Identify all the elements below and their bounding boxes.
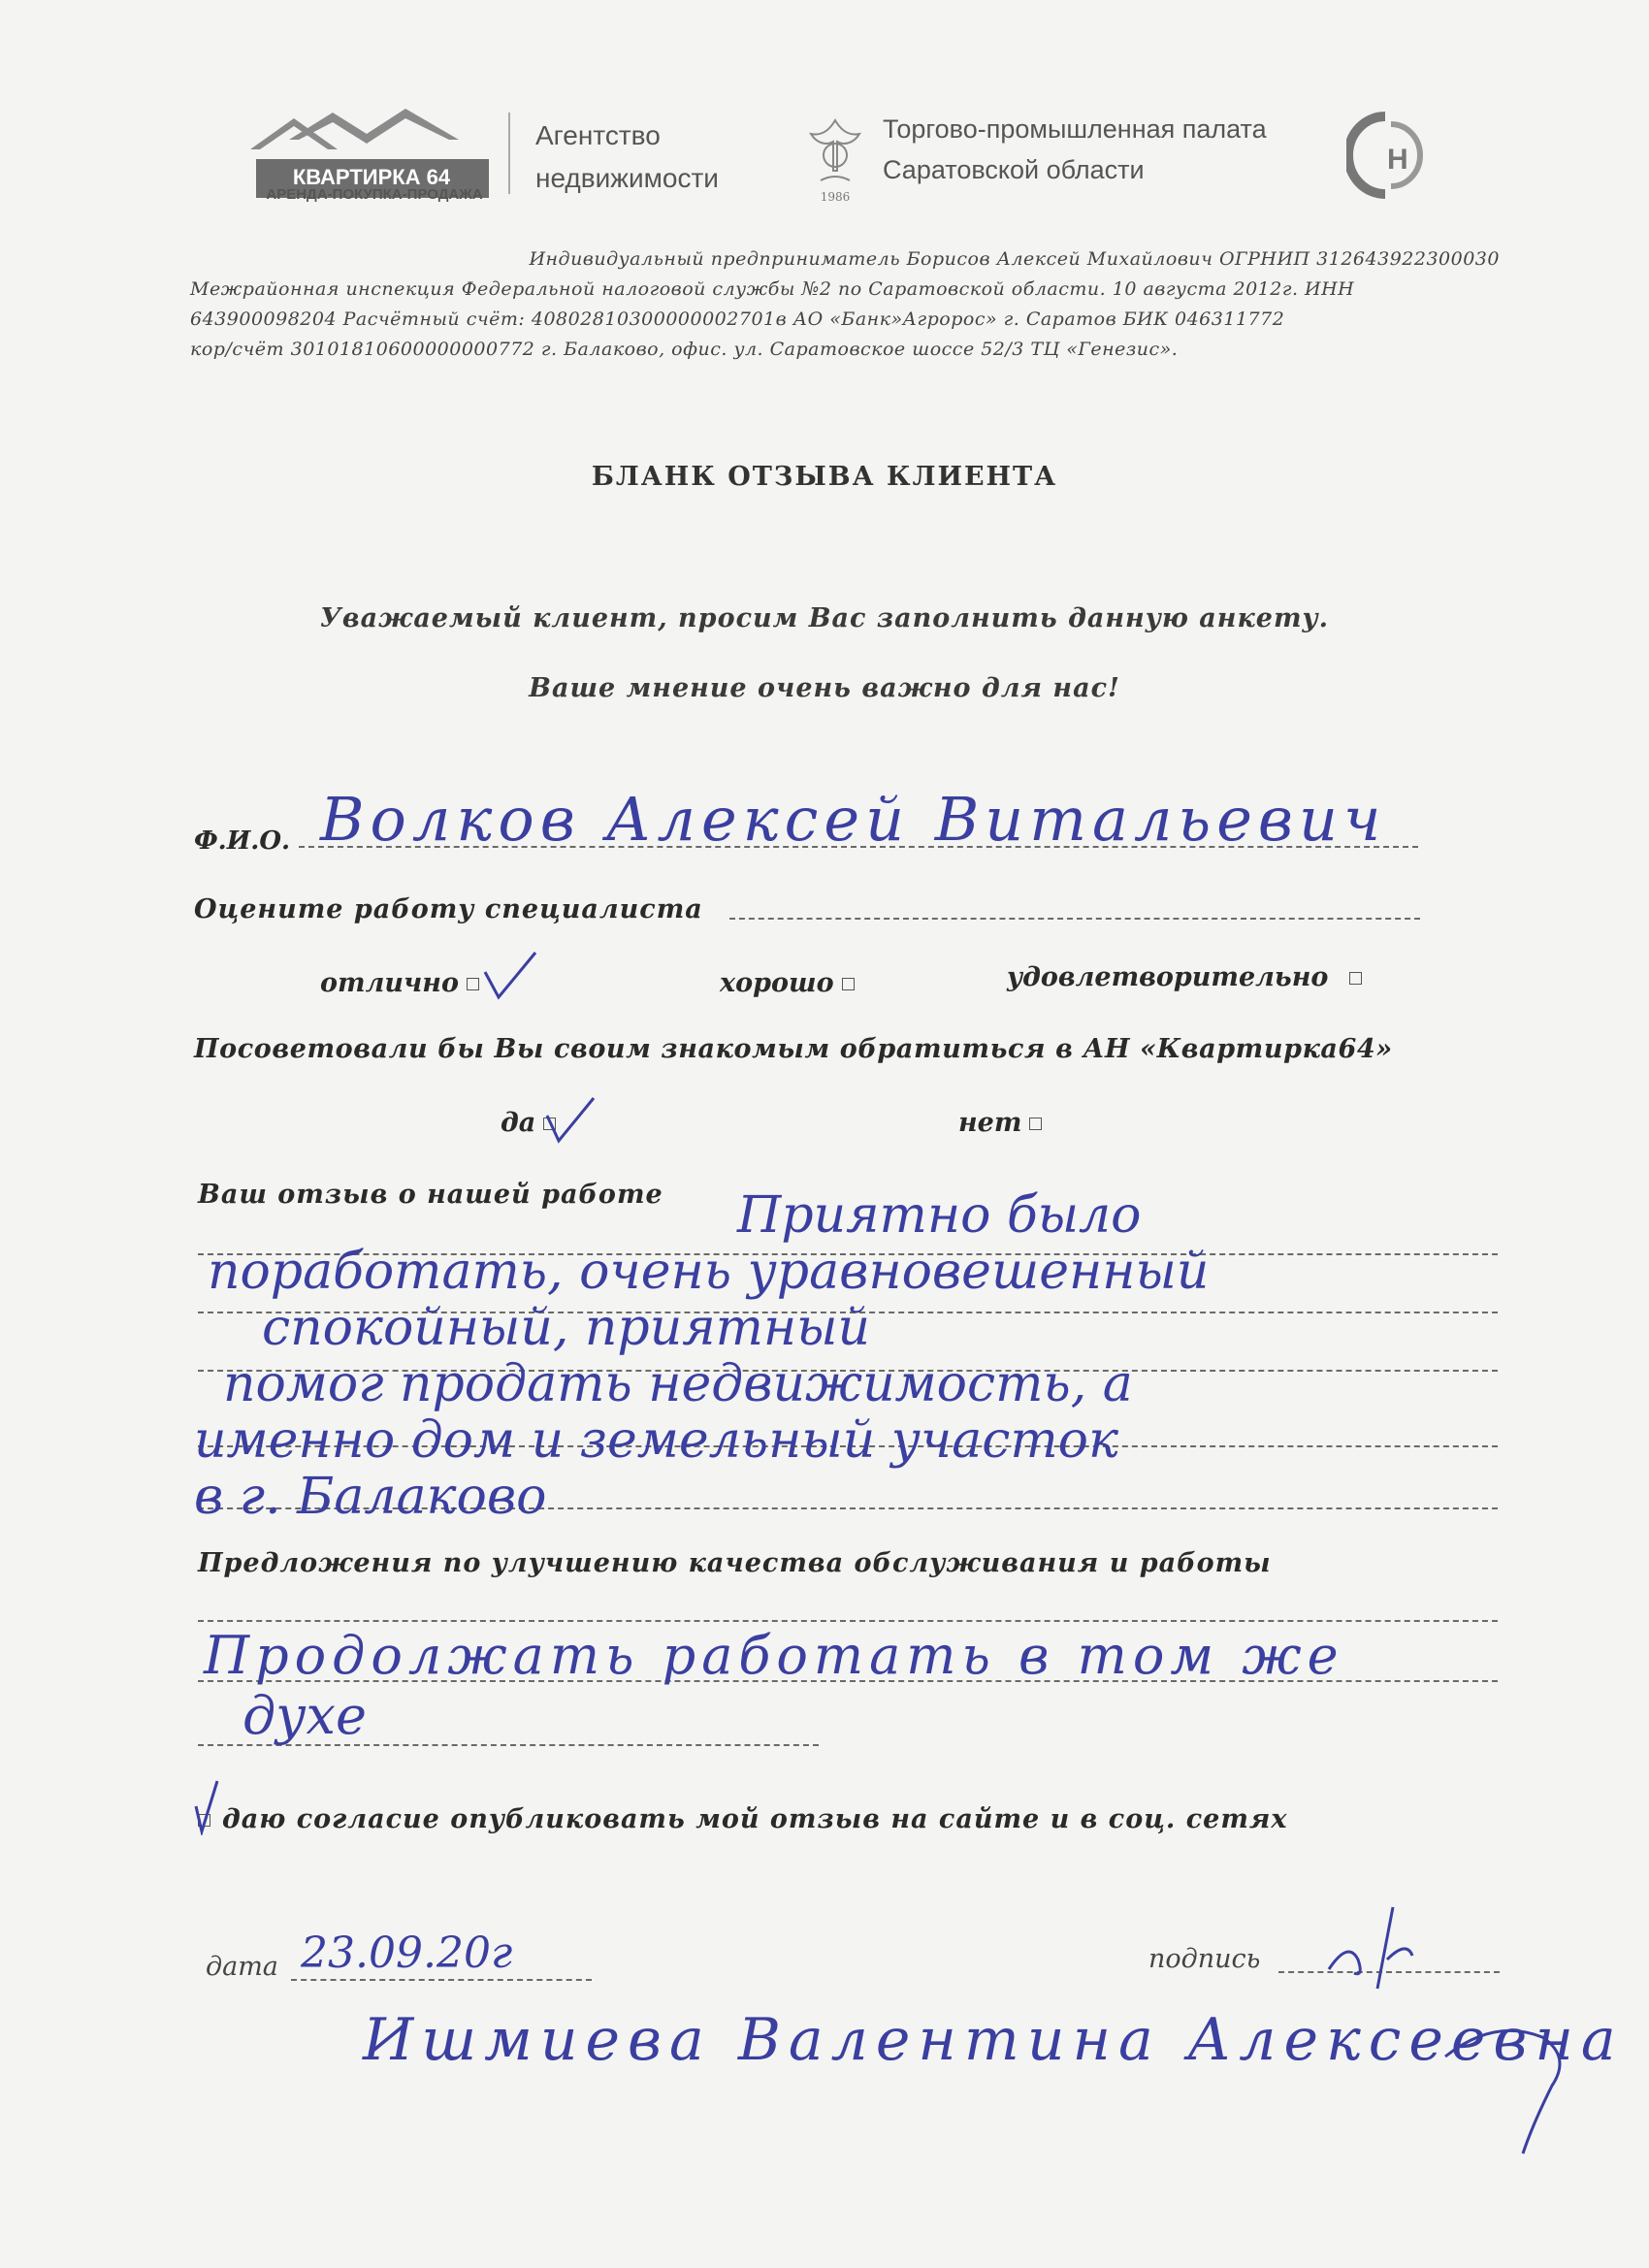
suggest-line-1 (198, 1620, 1498, 1622)
rate-option-good-label: хорошо (720, 968, 834, 998)
agency-name (535, 114, 719, 200)
date-label: дата (206, 1952, 278, 1982)
chamber-year: 1986 (820, 190, 851, 204)
rate-option-excellent-label: отлично (320, 968, 459, 998)
review-text-line-1: Приятно было (737, 1186, 1142, 1245)
checkmark-icon (192, 1777, 221, 1835)
recommend-yes-label: да (501, 1108, 536, 1138)
header-divider (508, 113, 510, 194)
date-value[interactable]: 23.09.20г (301, 1928, 513, 1978)
checkmark-icon (481, 949, 539, 1003)
signer-name[interactable]: Ишмиева Валентина Алексеевна (363, 2006, 1624, 2074)
recommend-option-no[interactable] (958, 1108, 1042, 1138)
requisites-line-4: кор/счёт 30101810600000000772 г. Балаково, офис. ул. Саратовское шоссе 52/3 ТЦ «Генезис». (190, 339, 1179, 360)
agency-line-1: Агентство (535, 120, 661, 150)
review-text-line-2: поработать, очень уравновешенный (208, 1243, 1210, 1301)
suggest-text[interactable] (204, 1626, 1494, 1746)
requisites-line-1: Индивидуальный предприниматель Борисов Алексей Михайлович ОГРНИП 312643922300030 (529, 248, 1500, 270)
consent-row[interactable] (198, 1804, 1288, 1834)
checkmark-icon (543, 1094, 598, 1145)
signature-label: подпись (1148, 1944, 1261, 1974)
svg-text:H: H (1387, 144, 1408, 176)
rate-label: Оцените работу специалиста (194, 894, 703, 924)
review-text[interactable] (194, 1187, 1494, 1525)
chamber-emblem-icon (801, 113, 869, 210)
signer-flourish (1436, 1979, 1591, 2173)
rate-option-satisfactory[interactable] (1007, 962, 1362, 992)
rate-line (729, 918, 1420, 920)
rate-good-checkbox[interactable] (842, 978, 855, 990)
requisites-line-2: Межрайонная инспекция Федеральной налоговой службы №2 по Саратовской области. 10 августа 2012г. ИНН (190, 278, 1355, 300)
rate-option-excellent[interactable] (320, 968, 479, 998)
chamber-name (883, 109, 1267, 190)
intro-line-2: Ваше мнение очень важно для нас! (529, 673, 1120, 703)
form-title: БЛАНК ОТЗЫВА КЛИЕНТА (591, 462, 1058, 492)
fio-value[interactable]: Волков Алексей Витальевич (320, 784, 1387, 855)
suggest-text-line-1: Продолжать работать в том же (204, 1625, 1344, 1686)
agency-line-2: недвижимости (535, 163, 719, 193)
svg-text:КВАРТИРКА 64: КВАРТИРКА 64 (292, 165, 451, 189)
rate-excellent-checkbox[interactable] (467, 978, 479, 990)
review-text-line-3: спокойный, приятный (262, 1299, 871, 1357)
review-text-line-5: именно дом и земельный участок (194, 1411, 1119, 1470)
chamber-line-1: Торгово-промышленная палата (883, 114, 1267, 144)
logo-subtitle: АРЕНДА-ПОКУПКА-ПРОДАЖА (266, 186, 483, 203)
suggest-text-line-2: духе (242, 1685, 367, 1746)
date-line (291, 1979, 592, 1981)
agency-logo (250, 101, 493, 208)
requisites-line-3: 643900098204 Расчётный счёт: 40802810300000002701в АО «Банк»Агророс» г. Саратов БИК 046311772 (190, 308, 1285, 330)
review-text-line-4: помог продать недвижимость, а (223, 1355, 1133, 1413)
rate-option-satisfactory-label: удовлетворительно (1007, 962, 1329, 992)
suggest-label: Предложения по улучшению качества обслуживания и работы (198, 1548, 1272, 1578)
intro-line-1: Уважаемый клиент, просим Вас заполнить данную анкету. (319, 603, 1330, 633)
fio-label: Ф.И.О. (194, 826, 291, 856)
chamber-line-2: Саратовской области (883, 155, 1145, 184)
signature-mark[interactable] (1319, 1901, 1426, 1998)
review-label: Ваш отзыв о нашей работе (198, 1180, 663, 1210)
recommend-no-checkbox[interactable] (1029, 1118, 1042, 1130)
chamber-logo-icon (1346, 111, 1426, 204)
requisites-block (190, 244, 1500, 365)
consent-label: даю согласие опубликовать мой отзыв на сайте и в соц. сетях (222, 1804, 1288, 1834)
rate-satisfactory-checkbox[interactable] (1349, 972, 1362, 985)
review-text-line-6: в г. Балаково (194, 1468, 547, 1526)
recommend-label: Посоветовали бы Вы своим знакомым обратиться в АН «Квартирка64» (194, 1034, 1393, 1064)
rate-option-good[interactable] (720, 968, 855, 998)
recommend-no-label: нет (958, 1108, 1022, 1138)
